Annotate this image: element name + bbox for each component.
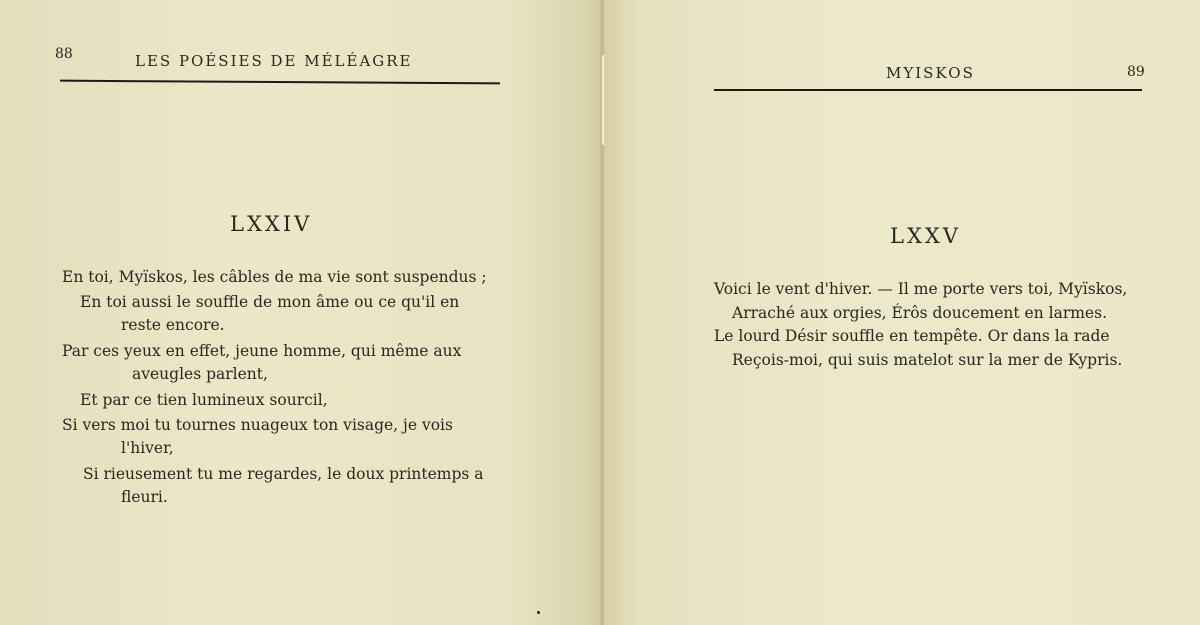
verse-line: Reçois-moi, qui suis matelot sur la mer de Kypris.	[732, 351, 1123, 369]
right-page	[604, 0, 1200, 625]
verse-line: reste encore.	[121, 316, 225, 334]
verse-line: Si vers moi tu tournes nuageux ton visage, je vois	[62, 416, 453, 434]
verse-line: Voici le vent d'hiver. — Il me porte vers toi, Myïskos,	[714, 280, 1128, 298]
poem-number: LXXIV	[230, 212, 313, 236]
print-speck	[537, 611, 540, 614]
verse-line: l'hiver,	[121, 439, 174, 457]
running-head: LES POÉSIES DE MÉLÉAGRE	[135, 52, 413, 70]
page-number: 89	[1127, 64, 1145, 80]
verse-line: fleuri.	[121, 488, 168, 506]
verse-line: Le lourd Désir souffle en tempête. Or dans la rade	[714, 327, 1110, 345]
verse-line: Par ces yeux en effet, jeune homme, qui même aux	[62, 342, 462, 360]
verse-line: aveugles parlent,	[132, 365, 268, 383]
verse-line: En toi aussi le souffle de mon âme ou ce qu'il en	[80, 293, 460, 311]
header-rule	[714, 89, 1142, 91]
page-number: 88	[55, 46, 73, 62]
verse-line: En toi, Myïskos, les câbles de ma vie sont suspendus ;	[62, 268, 487, 286]
verse-line: Arraché aux orgies, Érôs doucement en larmes.	[732, 304, 1107, 322]
verse-line: Si rieusement tu me regardes, le doux printemps a	[83, 465, 484, 483]
header-rule	[60, 80, 500, 85]
verse-line: Et par ce tien lumineux sourcil,	[80, 391, 328, 409]
poem-number: LXXV	[890, 224, 962, 248]
running-head: MYISKOS	[886, 64, 975, 82]
